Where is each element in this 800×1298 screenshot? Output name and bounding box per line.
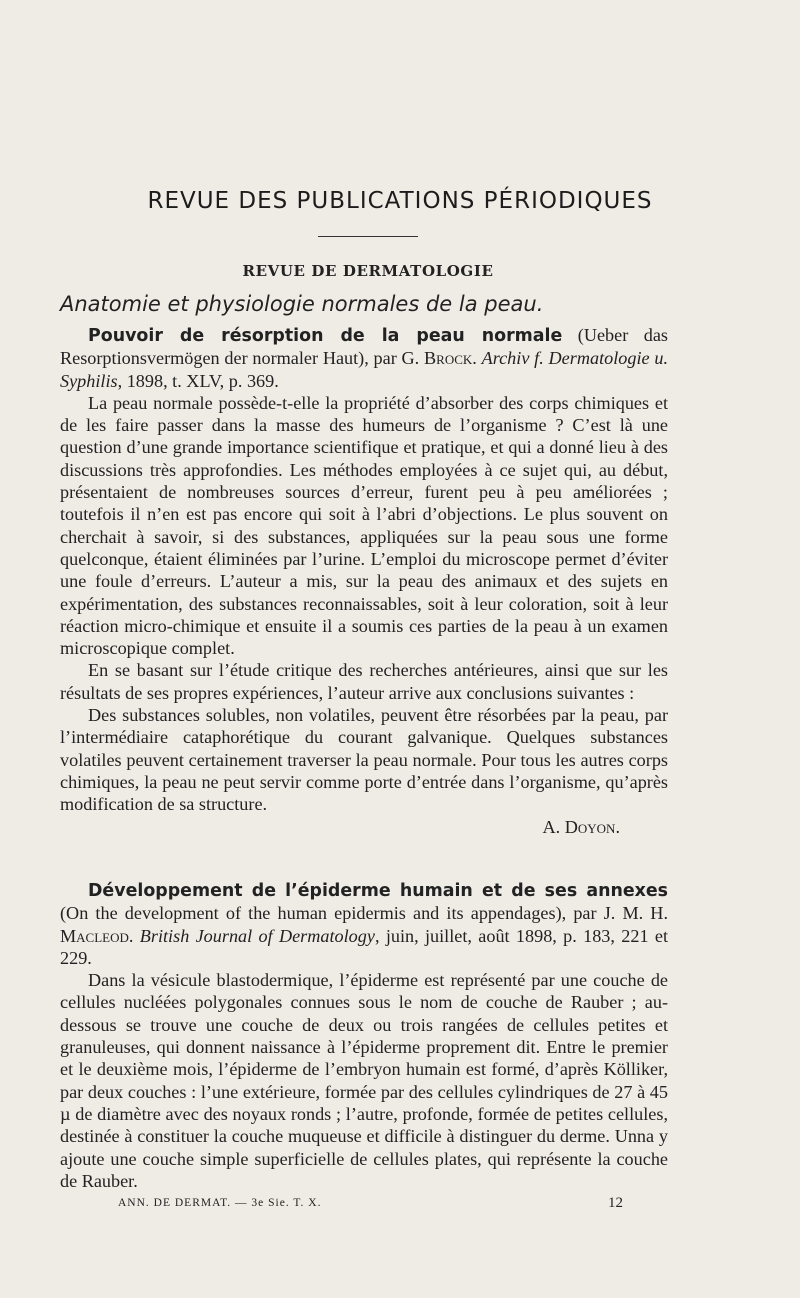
page-footer xyxy=(118,1197,623,1209)
running-footer: ANN. DE DERMAT. — 3e Sie. T. X. xyxy=(118,1197,322,1209)
article-2-header xyxy=(60,879,668,969)
subsection-heading: Anatomie et physiologie normales de la peau. xyxy=(60,292,544,316)
title-divider xyxy=(318,236,418,237)
article-1-ref-c: , 1898, t. XLV, p. 369. xyxy=(117,370,279,391)
article-2-author: Macleod xyxy=(60,925,129,946)
section-heading: REVUE DE DERMATOLOGIE xyxy=(242,262,494,280)
article-2-title: Développement de l’épiderme humain et de ses annexes xyxy=(88,881,668,901)
article-1-paragraph-3: Des substances solubles, non volatiles, peuvent être résorbées par la peau, par l’intermédiaire cataphorétique du courant galvanique. Quelques substances volatiles peuvent certainement traverser la peau normale. Pour tous les autres corps chimiques, la peau ne peut servir comme porte d’entrée dans l’organisme, qu’après modification de sa structure. xyxy=(60,705,668,815)
article-1-ref-a: (Ueber das Resorptionsvermögen der normaler Haut), par G. xyxy=(60,325,669,369)
article-1 xyxy=(60,324,668,838)
page-title: REVUE DES PUBLICATIONS PÉRIODIQUES xyxy=(147,188,653,214)
article-1-paragraph-1: La peau normale possède-t-elle la propriété d’absorber des corps chimiques et de les faire passer dans la masse des humeurs de l’organisme ? C’est là une question d’une grande importance scientifique et pratique, et qui a donné lieu à des discussions très approfondies. Les méthodes employées à ce sujet qui, au début, présentaient de nombreuses sources d’erreur, furent peu à peu améliorées ; toutefois il n’en est pas encore qui soit à l’abri d’objections. Le plus souvent on cherchait à savoir, si des substances, appliquées sur la peau sous une forme quelconque, étaient éliminées par l’urine. L’emploi du microscope permet d’éviter une foule d’erreurs. L’auteur a mis, sur la peau des animaux et des sujets en expérimentation, des substances reconnaissables, soit à leur coloration, soit à leur réaction micro-chimique et ensuite il a soumis ces parties de la peau à un examen microscopique complet. xyxy=(60,392,668,659)
article-1-paragraph-2: En se basant sur l’étude critique des recherches antérieures, ainsi que sur les résultats de ses propres expériences, l’auteur arrive aux conclusions suivantes : xyxy=(60,660,668,703)
article-1-signature: A. Doyon. xyxy=(542,816,620,837)
article-2 xyxy=(60,879,668,1192)
article-1-author: Brock xyxy=(424,348,473,369)
article-1-title: Pouvoir de résorption de la peau normale xyxy=(88,326,563,346)
article-1-ref-b: . xyxy=(472,348,482,369)
article-2-ref-a: (On the development of the human epidermis and its appendages), par J. M. H. xyxy=(60,903,668,924)
article-2-ref-c: , juin, juillet, août 1898, p. 183, 221 et 229. xyxy=(60,925,669,968)
article-2-ref-b: . xyxy=(128,925,140,946)
article-2-journal: British Journal of Dermatology xyxy=(139,925,375,946)
article-1-header xyxy=(60,324,668,392)
article-1-journal: Archiv f. Dermatologie u. Syphilis xyxy=(60,348,668,391)
article-2-paragraph-1: Dans la vésicule blastodermique, l’épiderme est représenté par une couche de cellules nucléées polygonales connues sous le nom de couche de Rauber ; au-dessous se trouve une couche de deux ou trois rangées de cellules petites et granuleuses, qui donnent naissance à l’épiderme proprement dit. Entre le premier et le deuxième mois, l’épiderme de l’embryon humain est formé, d’après Kölliker, par deux couches : l’une extérieure, formée par des cellules cylindriques de 27 à 45 µ de diamètre avec des noyaux ronds ; l’autre, profonde, formée de petites cellules, destinée à constituer la couche muqueuse et difficile à distinguer du derme. Unna y ajoute une couche simple superficielle de cellules plates, qui représente la couche de Rauber. xyxy=(60,970,668,1191)
page-number: 12 xyxy=(608,1195,623,1211)
